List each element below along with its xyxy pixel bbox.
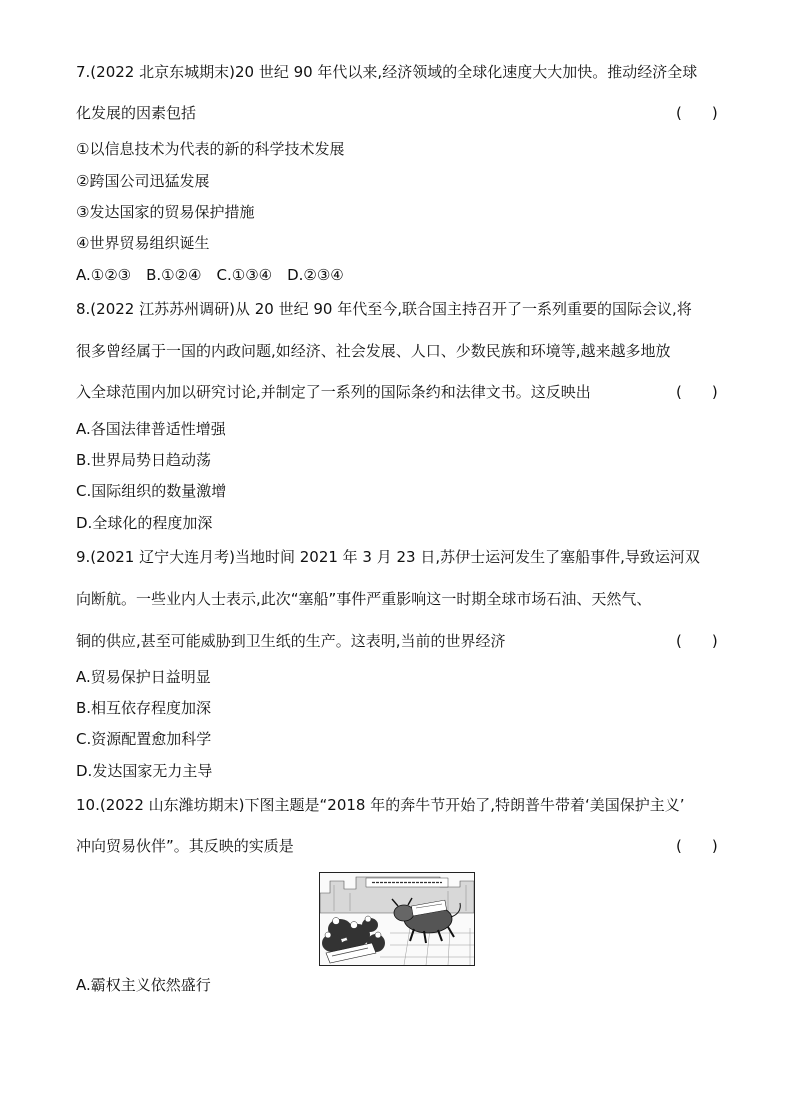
q7-item-1: ①以信息技术为代表的新的科学技术发展 [76,140,345,158]
q10-stem-line-2: 冲向贸易伙伴”。其反映的实质是 [76,837,294,855]
q7-item-3: ③发达国家的贸易保护措施 [76,203,255,221]
q9-stem-line-3: 铜的供应,甚至可能威胁到卫生纸的生产。这表明,当前的世界经济 [76,632,506,650]
q8-option-d: D.全球化的程度加深 [76,514,213,532]
q9-option-c: C.资源配置愈加科学 [76,730,212,748]
q7-stem-line-2: 化发展的因素包括 [76,104,197,122]
q7-item-4: ④世界贸易组织诞生 [76,234,210,252]
q7-stem-line-1: 7.(2022 北京东城期末)20 世纪 90 年代以来,经济领域的全球化速度大大加快。推动经济全球 [76,63,698,81]
q8-stem-line-1: 8.(2022 江苏苏州调研)从 20 世纪 90 年代至今,联合国主持召开了一系列重要的国际会议,将 [76,300,692,318]
q8-option-c: C.国际组织的数量激增 [76,482,227,500]
q9-option-d: D.发达国家无力主导 [76,762,213,780]
q10-answer-blank[interactable]: ( ) [676,837,718,855]
q8-answer-blank[interactable]: ( ) [676,383,718,401]
q10-stem-line-1: 10.(2022 山东潍坊期末)下图主题是“2018 年的奔牛节开始了,特朗普牛带着‘美国保护主义’ [76,796,685,814]
q9-option-b: B.相互依存程度加深 [76,699,212,717]
q9-stem-line-1: 9.(2021 辽宁大连月考)当地时间 2021 年 3 月 23 日,苏伊士运河发生了塞船事件,导致运河双 [76,548,700,566]
cartoon-image [319,872,475,966]
q7-answer-blank[interactable]: ( ) [676,104,718,122]
q8-stem-line-2: 很多曾经属于一国的内政问题,如经济、社会发展、人口、少数民族和环境等,越来越多地放 [76,342,671,360]
q8-option-b: B.世界局势日趋动荡 [76,451,212,469]
q10-option-a: A.霸权主义依然盛行 [76,976,211,994]
q9-option-a: A.贸易保护日益明显 [76,668,211,686]
q9-stem-line-2: 向断航。一些业内人士表示,此次“塞船”事件严重影响这一时期全球市场石油、天然气、 [76,590,652,608]
q8-option-a: A.各国法律普适性增强 [76,420,226,438]
q7-item-2: ②跨国公司迅猛发展 [76,172,210,190]
q7-options: A.①②③ B.①②④ C.①③④ D.②③④ [76,266,344,284]
q8-stem-line-3: 入全球范围内加以研究讨论,并制定了一系列的国际条约和法律文书。这反映出 [76,383,591,401]
q9-answer-blank[interactable]: ( ) [676,632,718,650]
